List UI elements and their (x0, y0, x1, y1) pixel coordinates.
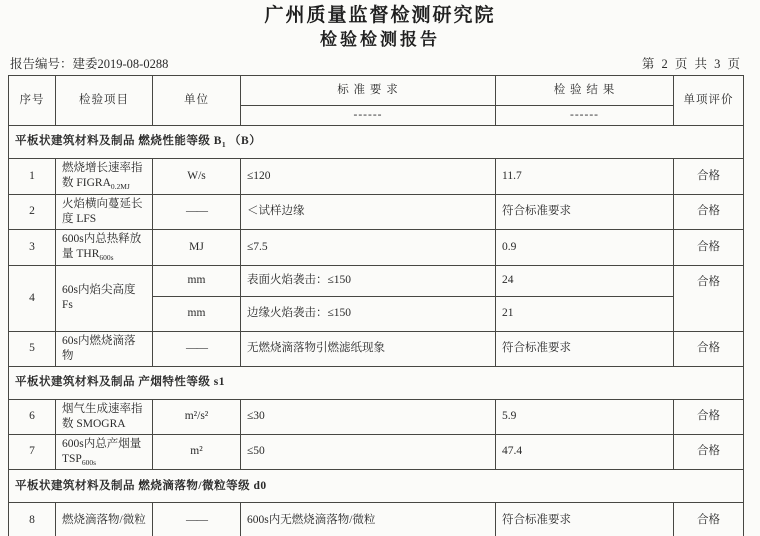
cell-item (56, 434, 153, 470)
cell-item (56, 503, 153, 536)
text-run: 600s内总热释放量 THR (62, 232, 142, 260)
cell-evaluation: 合格 (674, 434, 744, 470)
table-row (9, 503, 744, 536)
text-run: 平板状建筑材料及制品 燃烧滴落物/微粒等级 d0 (15, 479, 267, 492)
cell-result: 0.9 (496, 229, 674, 265)
section-row (9, 126, 744, 159)
cell-item (56, 399, 153, 434)
section-title (9, 366, 744, 399)
cell-unit: m² (153, 434, 241, 470)
cell-unit: —— (153, 194, 241, 229)
cell-result: 5.9 (496, 399, 674, 434)
cell-standard: ≤7.5 (241, 229, 496, 265)
cell-result: 24 (496, 265, 674, 296)
cell-result: 符合标准要求 (496, 194, 674, 229)
cell-item (56, 265, 153, 331)
section-title (9, 470, 744, 503)
table-row (9, 434, 744, 470)
cell-standard: ≤120 (241, 159, 496, 195)
text-run: 60s内燃烧滴落物 (62, 334, 136, 362)
text-run: 600s内总产烟量 TSP (62, 437, 142, 465)
cell-unit: W/s (153, 159, 241, 195)
cell-evaluation: 合格 (674, 399, 744, 434)
cell-standard: 600s内无燃烧滴落物/微粒 (241, 503, 496, 536)
table-body (9, 76, 744, 536)
col-header-no: 序号 (9, 76, 56, 126)
report-number: 报告编号：建委2019-08-0288 (10, 57, 169, 72)
result-subheader-dashes: ------ (496, 106, 674, 126)
cell-evaluation: 合格 (674, 331, 744, 366)
text-run: 平板状建筑材料及制品 燃烧性能等级 B (15, 135, 222, 148)
cell-unit: —— (153, 503, 241, 536)
section-row (9, 470, 744, 503)
cell-item (56, 159, 153, 195)
cell-evaluation: 合格 (674, 265, 744, 331)
text-run-sub: 600s (99, 252, 114, 262)
cell-item (56, 194, 153, 229)
text-run: （B） (225, 135, 262, 148)
cell-no: 4 (9, 265, 56, 331)
text-run: 烟气生成速率指数 SMOGRA (62, 402, 143, 430)
text-run: 燃烧滴落物/微粒 (62, 513, 146, 526)
cell-result: 11.7 (496, 159, 674, 195)
cell-result: 47.4 (496, 434, 674, 470)
cell-result: 21 (496, 296, 674, 331)
section-row (9, 366, 744, 399)
text-run-sub: 0.2MJ (110, 182, 130, 192)
section-title (9, 126, 744, 159)
text-run: 60s内焰尖高度 Fs (62, 284, 136, 312)
text-run: 火焰横向蔓延长度 LFS (62, 197, 143, 225)
cell-no: 7 (9, 434, 56, 470)
cell-no: 8 (9, 503, 56, 536)
table-row (9, 331, 744, 366)
table-row (9, 399, 744, 434)
cell-standard: 边缘火焰袭击：≤150 (241, 296, 496, 331)
col-header-evaluation: 单项评价 (674, 76, 744, 126)
cell-unit: MJ (153, 229, 241, 265)
cell-no: 1 (9, 159, 56, 195)
cell-standard: 无燃烧滴落物引燃滤纸现象 (241, 331, 496, 366)
test-results-table (8, 75, 744, 536)
cell-evaluation: 合格 (674, 229, 744, 265)
text-run-sub: 1 (221, 140, 226, 150)
table-row (9, 194, 744, 229)
report-meta (10, 54, 746, 72)
standard-subheader-dashes: ------ (241, 106, 496, 126)
report-title: 检验检测报告 (320, 29, 440, 49)
cell-no: 5 (9, 331, 56, 366)
org-title: 广州质量监督检测研究院 (264, 5, 496, 26)
cell-result: 符合标准要求 (496, 503, 674, 536)
table-row (9, 159, 744, 195)
col-header-unit: 单位 (153, 76, 241, 126)
cell-item (56, 229, 153, 265)
cell-no: 6 (9, 399, 56, 434)
cell-result: 符合标准要求 (496, 331, 674, 366)
cell-no: 2 (9, 194, 56, 229)
cell-evaluation: 合格 (674, 503, 744, 536)
page-indicator: 第 2 页 共 3 页 (641, 57, 742, 72)
cell-standard: ＜试样边缘 (241, 194, 496, 229)
cell-standard: ≤30 (241, 399, 496, 434)
cell-unit: mm (153, 265, 241, 296)
cell-standard: 表面火焰袭击：≤150 (241, 265, 496, 296)
col-header-standard: 标 准 要 求 (241, 76, 496, 106)
text-run: 燃烧增长速率指数 FIGRA (62, 162, 143, 190)
cell-evaluation: 合格 (674, 194, 744, 229)
col-header-item: 检验项目 (56, 76, 153, 126)
table-row (9, 265, 744, 296)
table-row (9, 229, 744, 265)
cell-item (56, 331, 153, 366)
cell-unit: —— (153, 331, 241, 366)
text-run-sub: 600s (81, 457, 96, 467)
cell-unit: mm (153, 296, 241, 331)
cell-no: 3 (9, 229, 56, 265)
report-header (0, 5, 760, 50)
cell-evaluation: 合格 (674, 159, 744, 195)
col-header-result: 检 验 结 果 (496, 76, 674, 106)
text-run: 平板状建筑材料及制品 产烟特性等级 s1 (15, 376, 225, 389)
cell-standard: ≤50 (241, 434, 496, 470)
cell-unit: m²/s² (153, 399, 241, 434)
